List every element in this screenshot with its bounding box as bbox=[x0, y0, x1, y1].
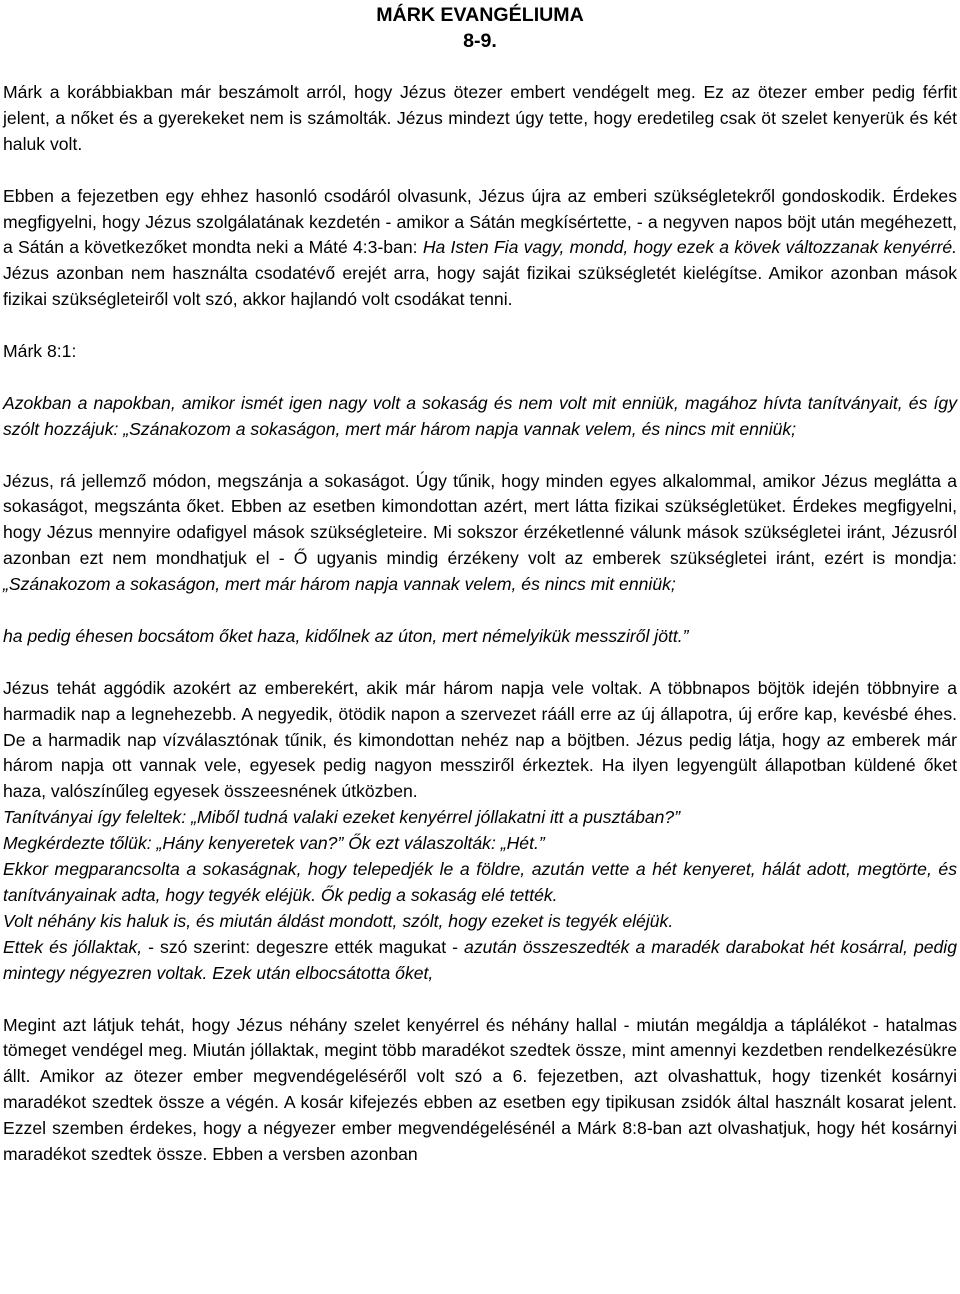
scripture-line-ate-note: - szó szerint: degeszre ették magukat - bbox=[142, 936, 465, 957]
scripture-quote-inline: „Szánakozom a sokaságon, mert már három napja vannak velem, és nincs mit enniük; bbox=[3, 574, 676, 595]
scripture-quote-continued-text: ha pedig éhesen bocsátom őket haza, kidőlnek az úton, mert némelyikük messziről jött.” bbox=[3, 625, 689, 646]
paragraph-context bbox=[3, 184, 957, 314]
scripture-line-ate-c: azután összeszedték a maradék darabokat hét kosárral, pedig mintegy négyezren voltak. Ezek után elbocsátotta őket, bbox=[3, 936, 957, 983]
scripture-quote-text: Azokban a napokban, amikor ismét igen nagy volt a sokaság és nem volt mit enniük, magához hívta tanítványait, és így szólt hozzájuk: „Szánakozom a sokaságon, mert már három napja vannak velem, és nincs mit enniük; bbox=[3, 392, 957, 439]
paragraph-compassion-text: Jézus, rá jellemző módon, megszánja a sokaságot. Úgy tűnik, hogy minden egyes alkalommal, amikor Jézus meglátta a sokaságot, megszánta őket. Ebben az esetben kimondottan azért, mert látta fizikai szükségletüket. Érdekes megfigyelni, hogy Jézus mennyire odafigyel mások szükségleteire. Mi sokszor érzéketlenné válunk mások szükségletei iránt, Jézusról azonban ezt nem mondhatjuk el - Ő ugyanis mindig érzékeny volt az emberek szükségletei iránt, ezért is mondja: bbox=[3, 470, 957, 569]
paragraph-compassion bbox=[3, 469, 957, 599]
scripture-line-ate-a: Ettek és jóllaktak, bbox=[3, 936, 143, 957]
document-title: MÁRK EVANGÉLIUMA bbox=[376, 4, 584, 26]
scripture-line-question bbox=[3, 831, 957, 857]
scripture-quote-continued bbox=[3, 624, 957, 650]
scripture-line-command bbox=[3, 857, 957, 909]
scripture-line-question-text: Megkérdezte tőlük: „Hány kenyeretek van?” Ők ezt válaszolták: „Hét.” bbox=[3, 833, 545, 854]
scripture-line-fish-text: Volt néhány kis haluk is, és miután áldást mondott, szólt, hogy ezeket is tegyék eléjük. bbox=[3, 910, 674, 931]
paragraph-intro: Márk a korábbiakban már beszámolt arról, hogy Jézus ötezer embert vendégelt meg. Ez az ötezer ember pedig férfit jelent, a nőket és a gyerekeket nem is számolták. Jézus mindezt úgy tette, hogy eredetileg csak öt szelet kenyerük és két haluk volt. bbox=[3, 82, 957, 154]
verse-reference: Márk 8:1: bbox=[3, 341, 77, 362]
scripture-line-ate bbox=[3, 935, 957, 987]
paragraph-context-text-end: Jézus azonban nem használta csodatévő erejét arra, hogy saját fizikai szükségletét kielégítse. Amikor azonban mások fizikai szükségleteiről volt szó, akkor hajlandó volt csodákat tenni. bbox=[3, 263, 957, 310]
scripture-quote-matthew: Ha Isten Fia vagy, mondd, hogy ezek a kövek változzanak kenyérré. bbox=[422, 237, 957, 258]
paragraph-context-text: Ebben a fejezetben egy ehhez hasonló csodáról olvasunk, Jézus újra az emberi szükségletekről gondoskodik. Érdekes megfigyelni, hogy Jézus szolgálatának kezdetén - amikor a Sátán megkísértette, - a negyven napos böjt után megéhezett, a Sátán a következőket mondta neki a Máté 4:3-ban: bbox=[3, 185, 957, 258]
paragraph-baskets: Megint azt látjuk tehát, hogy Jézus néhány szelet kenyérrel és néhány hallal - miután megáldja a táplálékot - hatalmas tömeget vendégel meg. Miután jóllaktak, megint több maradékot szedtek össze, mint amennyi kezdetben rendelkezésükre állt. Amikor az ötezer ember megvendégeléséről volt szó a 6. fejezetben, azt olvashattuk, hogy tizenkét kosárnyi maradékot szedtek össze a végén. A kosár kifejezés ebben az esetben egy tipikusan zsidók által használt kosarat jelent. Ezzel szemben érdekes, hogy a négyezer ember megvendégelésénél a Márk 8:8-ban azt olvashatjuk, hogy hét kosárnyi maradékot szedtek össze. Ebben a versben azonban bbox=[3, 1014, 957, 1165]
scripture-line-disciples-text: Tanítványai így feleltek: „Miből tudná valaki ezeket kenyérrel jóllakatni itt a pusztában?” bbox=[3, 807, 681, 828]
title-block bbox=[3, 2, 957, 54]
scripture-line-disciples bbox=[3, 805, 957, 831]
scripture-line-fish bbox=[3, 909, 957, 935]
scripture-line-command-text: Ekkor megparancsolta a sokaságnak, hogy telepedjék le a földre, azután vette a hét kenyeret, hálát adott, megtörte, és tanítványainak adta, hogy tegyék eléjük. Ők pedig a sokaság elé tették. bbox=[3, 859, 957, 905]
paragraph-fasting: Jézus tehát aggódik azokért az emberekért, akik már három napja vele voltak. A többnapos böjtök idején többnyire a harmadik nap a legnehezebb. A negyedik, ötödik napon a szervezet rááll erre az új állapotra, új erőre kap, kevésbé éhes. De a harmadik nap vízválasztónak tűnik, és kimondottan nehéz nap a böjtben. Jézus pedig látja, hogy az emberek már három napja ott vannak vele, egyesek pedig nagyon messziről érkeztek. Ha ilyen legyengült állapotban küldené őket haza, valószínűleg egyesek összeesnének útközben. bbox=[3, 677, 957, 802]
chapter-range: 8-9. bbox=[463, 30, 497, 52]
scripture-quote bbox=[3, 391, 957, 443]
